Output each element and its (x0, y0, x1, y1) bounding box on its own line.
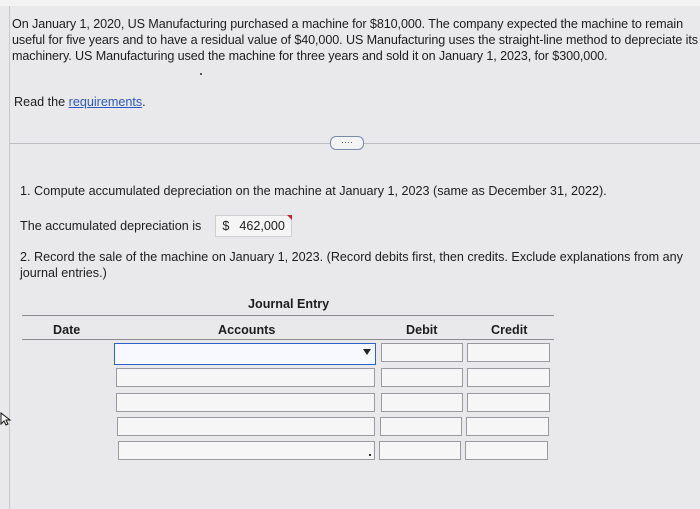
debit-input[interactable] (381, 343, 463, 362)
credit-input[interactable] (467, 393, 550, 412)
chevron-down-icon[interactable] (363, 349, 371, 355)
read-suffix: . (142, 95, 146, 109)
debit-input[interactable] (380, 417, 462, 436)
debit-input[interactable] (381, 393, 463, 412)
question-1-prompt: 1. Compute accumulated depreciation on the machine at January 1, 2023 (same as December 31, 2022). (20, 184, 607, 198)
incorrect-flag-icon (287, 215, 292, 220)
credit-input[interactable] (467, 343, 550, 362)
debit-input[interactable] (379, 441, 461, 460)
credit-input[interactable] (465, 441, 548, 460)
dropdown-indicator-icon (369, 454, 371, 456)
requirements-link[interactable]: requirements (68, 95, 143, 109)
journal-entry-title: Journal Entry (248, 297, 330, 311)
account-select[interactable] (117, 417, 375, 436)
currency-symbol: $ (222, 219, 230, 233)
accumulated-depreciation-field[interactable] (215, 215, 292, 237)
journal-row (0, 441, 700, 463)
top-border (0, 0, 700, 6)
credit-input[interactable] (466, 417, 549, 436)
journal-top-rule (22, 315, 554, 316)
account-select[interactable] (116, 368, 375, 387)
account-select[interactable] (118, 441, 375, 460)
answer-label: The accumulated depreciation is (20, 219, 202, 233)
credit-input[interactable] (467, 368, 550, 387)
question-1-answer-line (20, 215, 292, 237)
credit-column-header: Credit (491, 323, 528, 337)
journal-row (0, 393, 700, 415)
account-select[interactable] (114, 343, 376, 365)
account-select[interactable] (116, 393, 375, 412)
date-column-header: Date (53, 323, 81, 337)
journal-row (0, 368, 700, 390)
accounts-column-header: Accounts (218, 323, 276, 337)
read-requirements-line (14, 95, 146, 109)
question-2-prompt: 2. Record the sale of the machine on January 1, 2023. (Record debits first, then credits. Exclude explanations from any journal entries.) (20, 250, 683, 280)
debit-input[interactable] (381, 368, 463, 387)
problem-statement: On January 1, 2020, US Manufacturing purchased a machine for $810,000. The company expected the machine to remain useful for five years and to have a residual value of $40,000. US Manufacturing uses the straight-line method to depreciate its machinery. US Manufacturing used the machine for three years and sold it on January 1, 2023, for $300,000. (12, 17, 698, 63)
read-prefix: Read the (14, 95, 69, 109)
header-rule (22, 339, 554, 340)
journal-row (0, 343, 700, 365)
expand-more-button[interactable]: ···· (330, 136, 364, 150)
debit-column-header: Debit (406, 323, 438, 337)
mouse-pointer-icon (0, 412, 12, 426)
journal-row (0, 417, 700, 439)
accumulated-depreciation-value: 462,000 (239, 219, 285, 233)
stray-dot (200, 73, 202, 75)
